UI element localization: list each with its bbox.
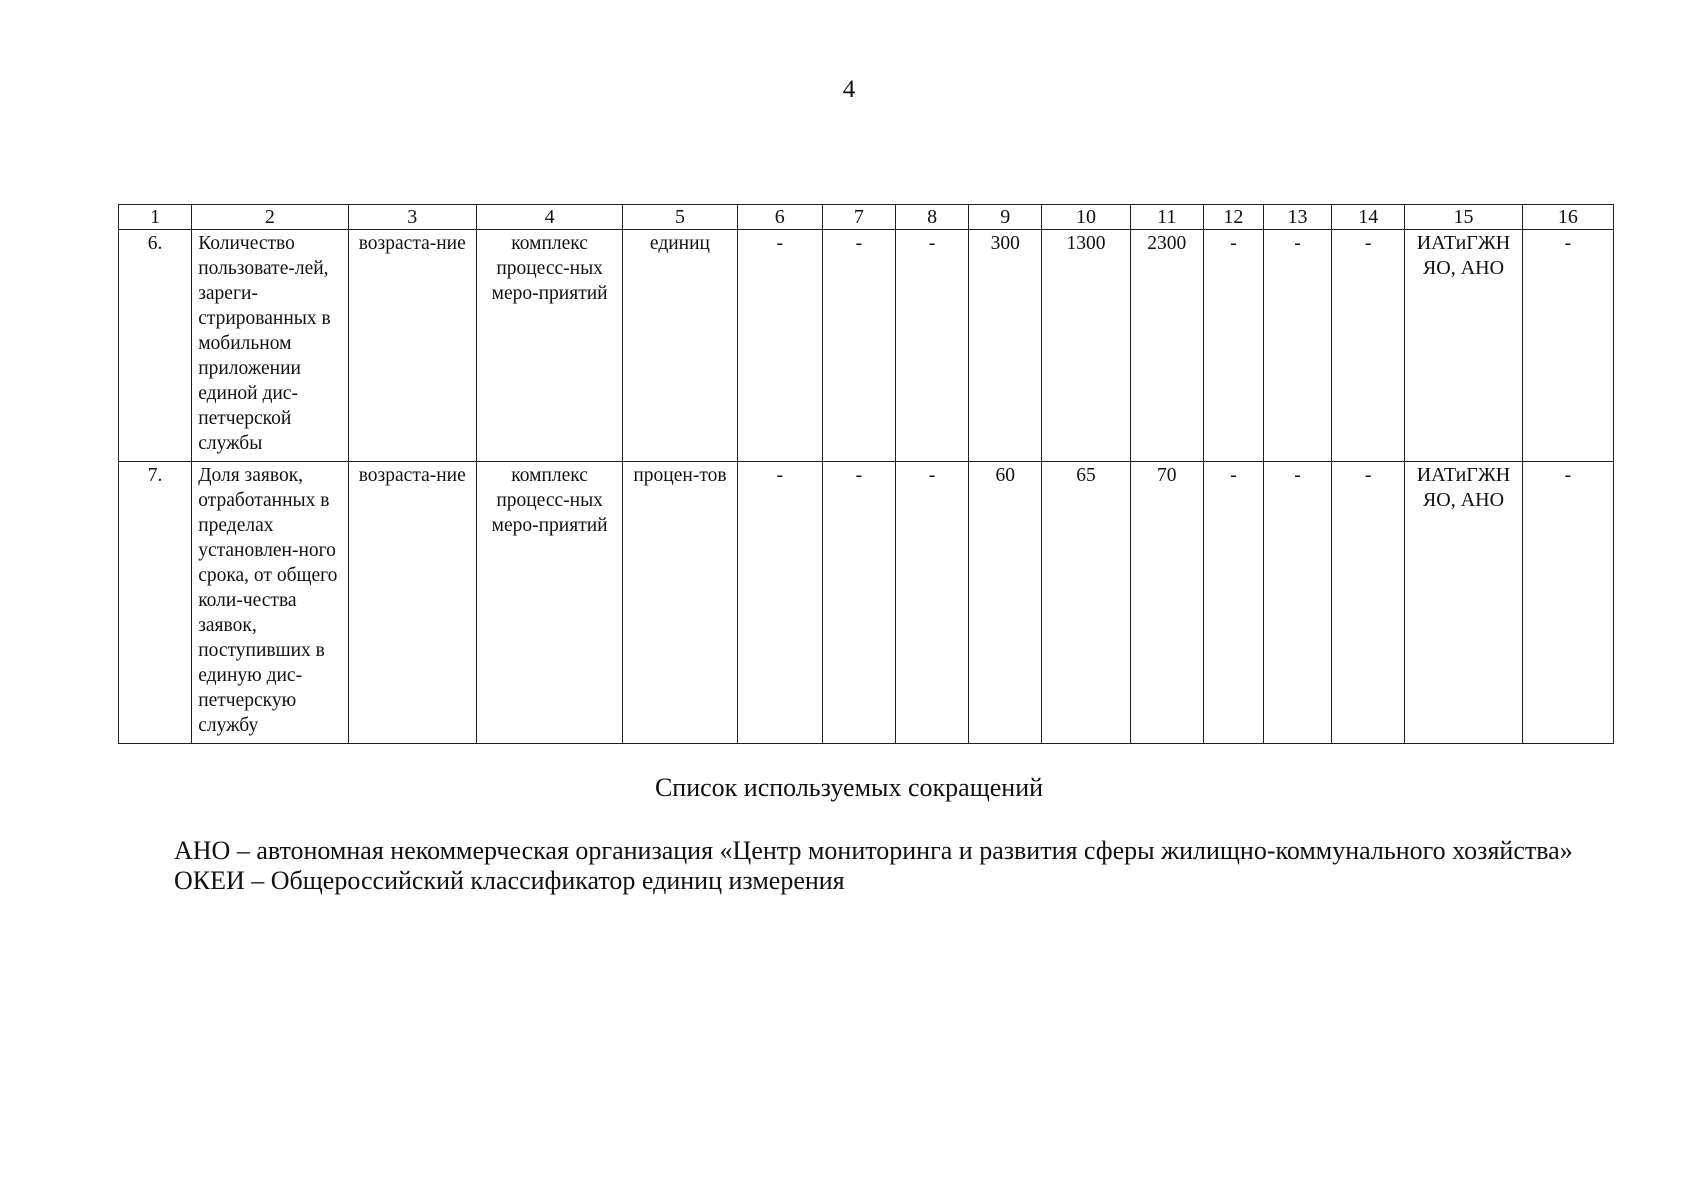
column-number: 7 xyxy=(822,205,895,230)
value-cell: - xyxy=(1263,462,1331,744)
unit-cell: единиц xyxy=(623,230,737,462)
indicators-table xyxy=(118,204,1614,744)
row-number-cell: 7. xyxy=(119,462,192,744)
abbreviation-item: ОКЕИ – Общероссийский классификатор единиц измерения xyxy=(174,866,845,895)
column-number: 16 xyxy=(1522,205,1613,230)
value-cell: - xyxy=(896,462,969,744)
indicator-name-cell: Количество пользовате-лей, зареги-стрированных в мобильном приложении единой дис-петчерской службы xyxy=(192,230,348,462)
value-cell: 70 xyxy=(1130,462,1203,744)
column-number: 10 xyxy=(1042,205,1130,230)
page-number: 4 xyxy=(842,76,856,103)
value-cell: - xyxy=(896,230,969,462)
column-number: 4 xyxy=(476,205,622,230)
column-number: 9 xyxy=(969,205,1042,230)
value-cell: - xyxy=(737,462,822,744)
row-number-cell: 6. xyxy=(119,230,192,462)
column-number: 8 xyxy=(896,205,969,230)
column-number: 11 xyxy=(1130,205,1203,230)
value-cell: - xyxy=(1203,230,1263,462)
value-cell: 1300 xyxy=(1042,230,1130,462)
value-cell: - xyxy=(1522,230,1613,462)
executor-cell: ИАТиГЖН ЯО, АНО xyxy=(1405,230,1522,462)
column-number: 1 xyxy=(119,205,192,230)
column-number: 6 xyxy=(737,205,822,230)
column-number: 3 xyxy=(348,205,476,230)
indicator-type-cell: комплекс процесс-ных меро-приятий xyxy=(476,462,622,744)
abbreviations-list xyxy=(104,836,1594,896)
column-number: 12 xyxy=(1203,205,1263,230)
column-number-row xyxy=(119,205,1614,230)
value-cell: - xyxy=(1203,462,1263,744)
table-row xyxy=(119,230,1614,462)
value-cell: - xyxy=(822,230,895,462)
column-number: 2 xyxy=(192,205,348,230)
indicator-type-cell: комплекс процесс-ных меро-приятий xyxy=(476,230,622,462)
value-cell: - xyxy=(822,462,895,744)
abbreviation-item: АНО – автономная некоммерческая организация «Центр мониторинга и развития сферы жилищно-коммунального хозяйства» xyxy=(174,836,1573,865)
unit-cell: процен-тов xyxy=(623,462,737,744)
value-cell: 60 xyxy=(969,462,1042,744)
value-cell: - xyxy=(1332,462,1405,744)
value-cell: 65 xyxy=(1042,462,1130,744)
column-number: 14 xyxy=(1332,205,1405,230)
value-cell: - xyxy=(1522,462,1613,744)
executor-cell: ИАТиГЖН ЯО, АНО xyxy=(1405,462,1522,744)
indicator-name-cell: Доля заявок, отработанных в пределах установлен-ного срока, от общего коли-чества заявок, поступивших в единую дис-петчерскую службу xyxy=(192,462,348,744)
column-number: 5 xyxy=(623,205,737,230)
trend-cell: возраста-ние xyxy=(348,462,476,744)
value-cell: 2300 xyxy=(1130,230,1203,462)
table-row xyxy=(119,462,1614,744)
abbreviations-heading: Список используемых сокращений xyxy=(654,773,1044,802)
value-cell: - xyxy=(737,230,822,462)
value-cell: - xyxy=(1263,230,1331,462)
column-number: 13 xyxy=(1263,205,1331,230)
value-cell: - xyxy=(1332,230,1405,462)
value-cell: 300 xyxy=(969,230,1042,462)
trend-cell: возраста-ние xyxy=(348,230,476,462)
column-number: 15 xyxy=(1405,205,1522,230)
